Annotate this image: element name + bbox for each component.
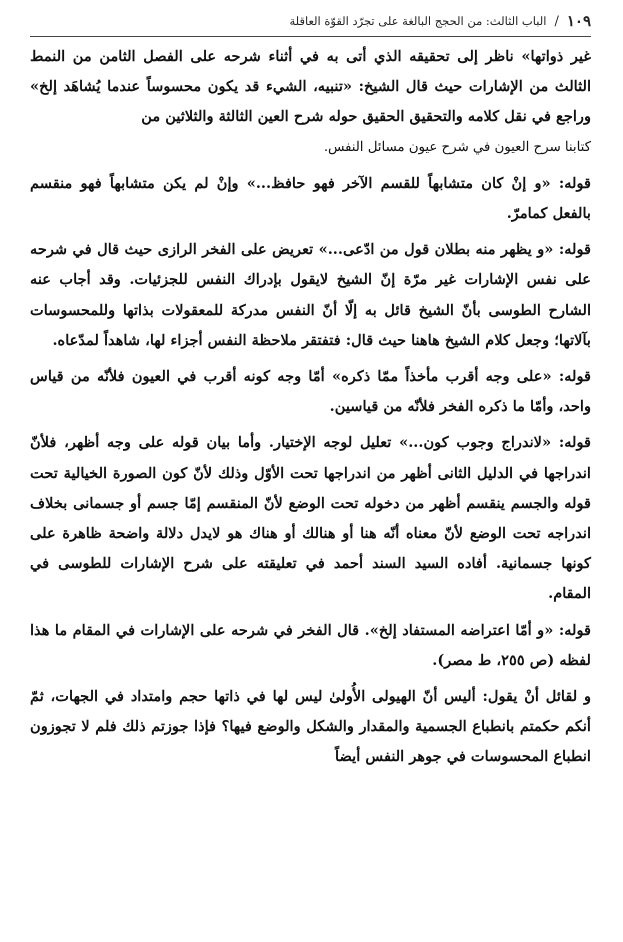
running-header <box>30 8 591 34</box>
paragraph-1-continuation: كتابنا سرح العيون في شرح عيون مسائل النفس. <box>323 139 591 155</box>
page-body <box>30 42 591 773</box>
paragraph-2: قوله: «و إنْ كان متشابهاً للقسم الآخر فهو حافظ...» وإنْ لم يكن متشابهاً فهو منقسم بالفعل كمامرّ. <box>30 174 591 223</box>
paragraph-4: قوله: «على وجه أقرب مأخذاً ممّا ذكره» أمّا وجه كونه أقرب في العيون فلأنّه من قياس واحد، وأمّا ما ذكره الفخر فلأنّه من قياسين. <box>30 368 591 416</box>
paragraph-6: قوله: «و أمّا اعتراضه المستفاد إلخ». قال الفخر في شرحه على الإشارات في المقام ما هذا لفظه (ص ٢٥٥، ط مصر). <box>30 621 591 669</box>
chapter-title: الباب الثالث: من الحجج البالغة على تجرّد القوّة العاقلة <box>289 14 547 28</box>
header-rule <box>30 36 591 37</box>
paragraph-1: غير ذواتها» ناظر إلى تحقيقه الذي أتى به في أثناء شرحه على الفصل الثامن من النمط الثالث من الإشارات حيث قال الشيخ: «تنبيه، الشيء قد يكون محسوساً عندما يُشاهَد إلخ» وراجع في نقل كلامه والتحقيق الحقيق حوله شرح العين الثالثة والثلاثين من <box>30 48 591 126</box>
page-number: ١٠٩ <box>566 12 591 30</box>
paragraph-3: قوله: «و يظهر منه بطلان قول من ادّعى...» تعريض على الفخر الرازى حيث قال في شرحه على نفس الإشارات غير مرّة إنّ الشيخ لايقول بإدراك النفس للجزئيات. وقد أجاب عنه الشارح الطوسى بأنّ الشيخ قائل به إلّا أنّ النفس مدركة للمعقولات بذاتها وللمحسوسات بآلاتها؛ وجعل كلام الشيخ هاهنا حيث قال: فتفتقر ملاحظة النفس أجزاء لها، شاهداً لمدّعاه. <box>30 241 591 349</box>
paragraph-7-quote: و لقائل أنْ يقول: أليس أنّ الهيولى الأُولىٰ ليس لها في ذاتها حجم وامتداد في الجهات، ثمّ أنكم حكمتم بانطباع الجسمية والمقدار والشكل والوضع فيها؟ فإذا جوزتم ذلك فلم لا تجوزون انطباع المحسوسات في جوهر النفس أيضاً <box>30 688 591 766</box>
header-separator: / <box>554 13 559 29</box>
paragraph-5: قوله: «لاندراج وجوب كون...» تعليل لوجه الإختيار. وأما بيان قوله على وجه أظهر، فلأنّ اندراجها في الدليل الثانى أظهر من اندراجها تحت الأوّل وذلك لأنّ كون الصورة الخيالية تحت قوله والجسم ينقسم أظهر من دخوله تحت الوضع لأنّ المنقسم إمّا جسم أو جسمانى بخلاف اندراجه تحت الوضع لأنّ معناه أنّه هنا أو هنالك أو هناك هو لايدل دلالة واضحة ظاهرة على كونها جسمانية. أفاده السيد السند أحمد في تعليقته على شرح الإشارات للطوسى في المقام. <box>30 434 591 603</box>
